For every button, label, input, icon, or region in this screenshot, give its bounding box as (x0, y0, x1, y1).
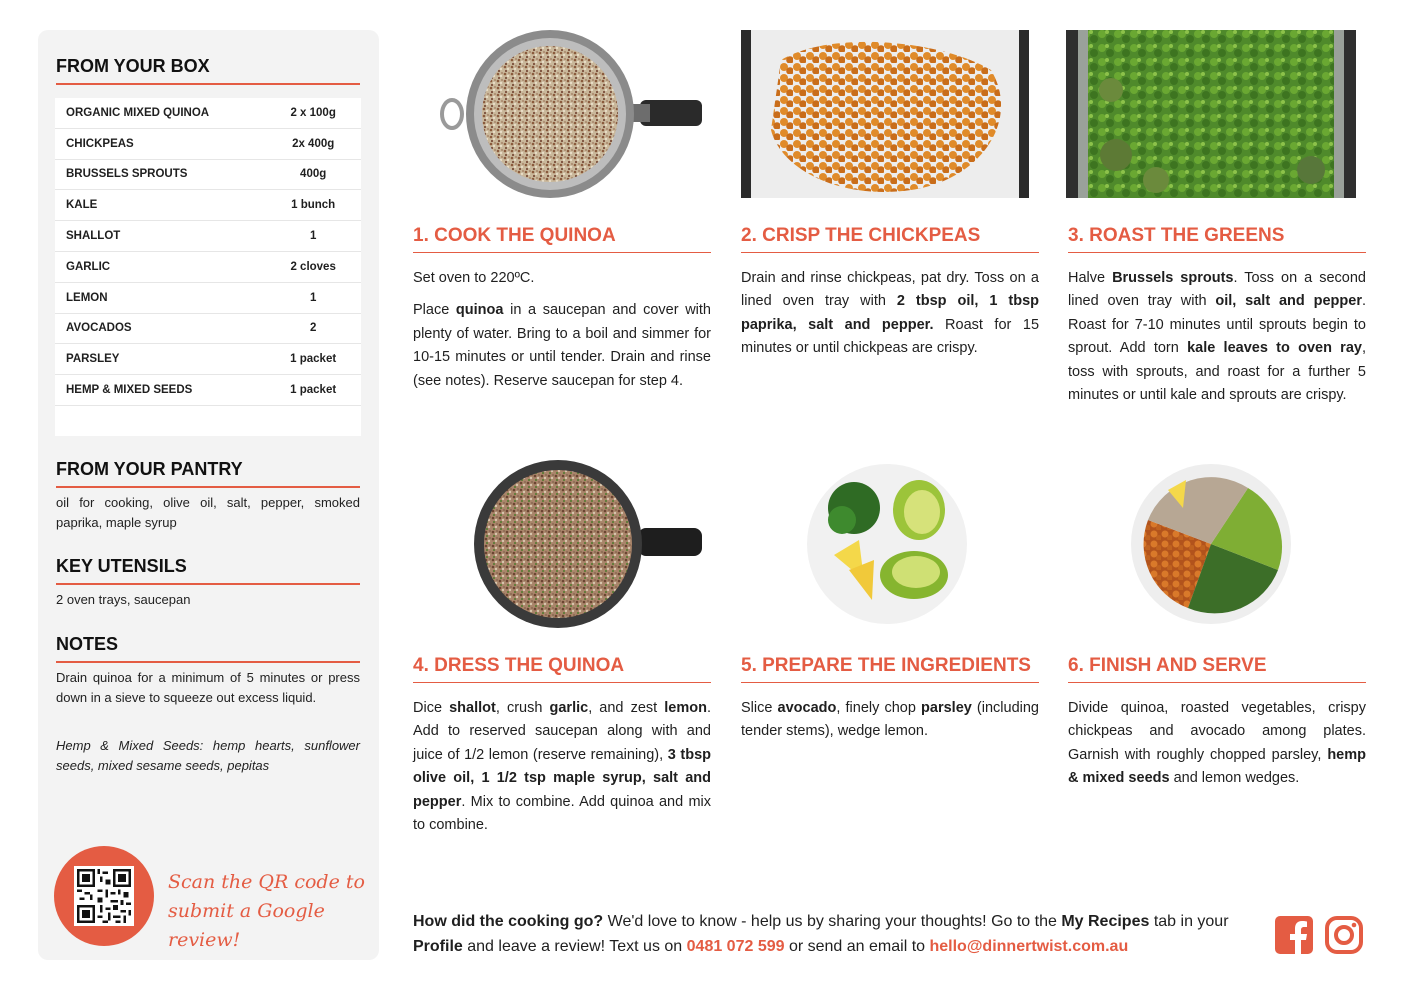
table-row (55, 283, 361, 314)
ingredients-table (55, 98, 361, 436)
email-link[interactable]: hello@dinnertwist.com.au (929, 938, 1129, 955)
step-1-paragraph-1: Set oven to 220ºC. (413, 270, 535, 286)
qr-badge[interactable] (54, 846, 154, 946)
notes-seeds-text: Hemp & Mixed Seeds: hemp hearts, sunflower seeds, mixed sesame seeds, pepitas (56, 738, 360, 773)
step-5-title: 5. PREPARE THE INGREDIENTS (741, 655, 1039, 683)
step-1-image (440, 30, 702, 198)
phone-link[interactable]: 0481 072 599 (686, 938, 785, 955)
step-1-body (413, 267, 711, 402)
table-row (55, 344, 361, 375)
qr-code-icon[interactable] (74, 866, 134, 926)
step-5-body (741, 697, 1039, 753)
step-1-paragraph-2: Place quinoa in a saucepan and cover with plenty of water. Bring to a boil and simmer for 10-15 minutes or until tender. Drain and rinse (see notes). Reserve saucepan for step 4. (413, 302, 711, 389)
ingredient-qty: 2 cloves (290, 260, 336, 273)
ingredient-name: KALE (66, 199, 98, 212)
step-1-title: 1. COOK THE QUINOA (413, 225, 711, 253)
table-row (55, 314, 361, 345)
step-4-image (470, 460, 702, 628)
ingredient-name: PARSLEY (66, 353, 120, 366)
pantry-text: oil for cooking, olive oil, salt, pepper, smoked paprika, maple syrup (56, 495, 360, 530)
step-2-body (741, 267, 1039, 370)
step-5-paragraph: Slice avocado, finely chop parsley (including tender stems), wedge lemon. (741, 700, 1039, 740)
step-2-title: 2. CRISP THE CHICKPEAS (741, 225, 1039, 253)
ingredient-qty: 1 packet (290, 353, 337, 366)
notes-text: Drain quinoa for a minimum of 5 minutes or press down in a sieve to squeeze out excess liquid. (56, 670, 360, 705)
qr-review-text (168, 868, 368, 955)
table-row (55, 252, 361, 283)
ingredient-name: BRUSSELS SPROUTS (66, 168, 188, 181)
step-2-paragraph: Drain and rinse chickpeas, pat dry. Toss on a lined oven tray with 2 tbsp oil, 1 tbsp paprika, salt and pepper. Roast for 15 minutes or until chickpeas are crispy. (741, 270, 1040, 357)
from-your-pantry-heading: FROM YOUR PANTRY (56, 459, 360, 488)
from-your-box-heading: FROM YOUR BOX (56, 56, 360, 85)
step-3-image (1066, 30, 1356, 198)
ingredient-name: LEMON (66, 291, 108, 304)
profile-link[interactable]: Profile (413, 938, 463, 955)
step-6-image (1128, 460, 1294, 628)
table-row (55, 375, 361, 406)
table-row (55, 190, 361, 221)
step-4-body (413, 697, 711, 846)
ingredient-qty: 1 (309, 291, 317, 304)
ingredient-qty: 1 bunch (291, 199, 336, 212)
table-row (55, 98, 361, 129)
ingredient-qty: 1 (309, 230, 317, 243)
table-row (55, 160, 361, 191)
qr-text-line-1: Scan the QR code to (168, 871, 365, 893)
table-row (55, 129, 361, 160)
step-6-title: 6. FINISH AND SERVE (1068, 655, 1366, 683)
step-3-body (1068, 267, 1366, 416)
step-6-paragraph: Divide quinoa, roasted vegetables, crispy chickpeas and avocado among plates. Garnish with roughly chopped parsley, hemp & mixed seeds and lemon wedges. (1068, 700, 1366, 787)
ingredients-sidebar (38, 30, 379, 960)
utensils-text: 2 oven trays, saucepan (56, 592, 191, 607)
step-3-title: 3. ROAST THE GREENS (1068, 225, 1366, 253)
ingredient-qty: 2 (309, 322, 317, 335)
notes-heading: NOTES (56, 634, 360, 663)
my-recipes-link[interactable]: My Recipes (1061, 913, 1150, 930)
table-row (55, 221, 361, 252)
ingredient-qty: 2x 400g (292, 137, 335, 150)
ingredient-name: HEMP & MIXED SEEDS (66, 384, 193, 397)
ingredient-name: SHALLOT (66, 230, 121, 243)
ingredient-name: GARLIC (66, 260, 111, 273)
step-2-image (741, 30, 1029, 198)
step-4-paragraph: Dice shallot, crush garlic, and zest lemon. Add to reserved saucepan along with and juice of 1/2 lemon (reserve remaining), 3 tbsp olive oil, 1 1/2 tsp maple syrup, salt and pepper. Mix to combine. Add quinoa and mix to combine. (413, 700, 711, 834)
step-3-paragraph: Halve Brussels sprouts. Toss on a second lined oven tray with oil, salt and pepper. Roast for 7-10 minutes until sprouts begin to sprout. Add torn kale leaves to oven ray, toss with sprouts, and roast for a further 5 minutes or until kale and sprouts are crispy. (1068, 270, 1366, 404)
step-4-title: 4. DRESS THE QUINOA (413, 655, 711, 683)
instagram-icon[interactable] (1325, 916, 1363, 954)
qr-text-line-2: submit a Google review! (168, 900, 325, 951)
key-utensils-heading: KEY UTENSILS (56, 556, 360, 585)
ingredient-name: ORGANIC MIXED QUINOA (66, 106, 210, 119)
ingredient-name: AVOCADOS (66, 322, 132, 335)
step-5-image (804, 460, 970, 628)
ingredient-name: CHICKPEAS (66, 137, 134, 150)
ingredient-qty: 1 packet (290, 384, 337, 397)
ingredient-qty: 2 x 100g (290, 106, 336, 119)
review-footer: How did the cooking go? We'd love to know - help us by sharing your thoughts! Go to the My Recipes tab in your Profile and leave a review! Text us on 0481 072 599 or send an email to hello@dinnertwist.com.au (413, 913, 1229, 955)
ingredient-qty: 400g (300, 168, 327, 181)
facebook-icon[interactable] (1275, 916, 1313, 954)
footer-question: How did the cooking go? (413, 913, 604, 930)
step-6-body (1068, 697, 1366, 800)
